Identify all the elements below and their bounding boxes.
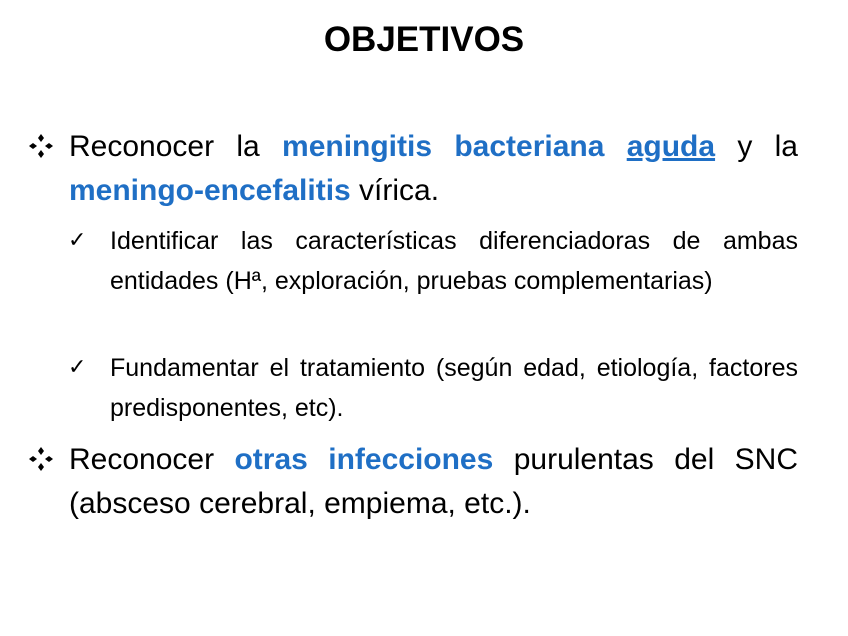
highlight-aguda: aguda <box>626 130 716 163</box>
bullet-1-part-7: vírica. <box>350 174 440 207</box>
bullet-2-part-1: Reconocer <box>69 443 235 476</box>
check-icon: ✓ <box>68 354 87 379</box>
sub-item-2 <box>68 348 798 428</box>
sub-item-text-2: Fundamentar el tratamiento (según edad, etiología, factores predisponentes, etc). <box>110 354 798 422</box>
highlight-otras-infecciones: otras infecciones <box>234 443 494 476</box>
diamond-bullet-icon <box>28 133 54 159</box>
check-icon: ✓ <box>68 227 87 252</box>
bullet-1-space <box>604 130 626 163</box>
bullet-2-part-3: purulentas del SNC (absceso cerebral, empiema, etc.). <box>69 443 798 520</box>
bullet-1-part-5: y la <box>715 130 798 163</box>
bullet-text-1 <box>69 125 798 213</box>
bullet-1-part-1: Reconocer la <box>69 130 283 163</box>
highlight-meningo-encefalitis: meningo-encefalitis <box>69 174 351 207</box>
bullet-text-2 <box>69 438 798 526</box>
diamond-bullet-icon <box>28 446 54 472</box>
bullet-item-1 <box>28 125 798 213</box>
highlight-meningitis: meningitis bacteriana <box>282 130 605 163</box>
bullet-item-2 <box>28 438 798 526</box>
slide-title: OBJETIVOS <box>323 20 525 59</box>
sub-item-text-1: Identificar las características diferenciadoras de ambas entidades (Hª, exploración, pruebas complementarias) <box>110 227 798 295</box>
sub-item-1 <box>68 221 798 301</box>
